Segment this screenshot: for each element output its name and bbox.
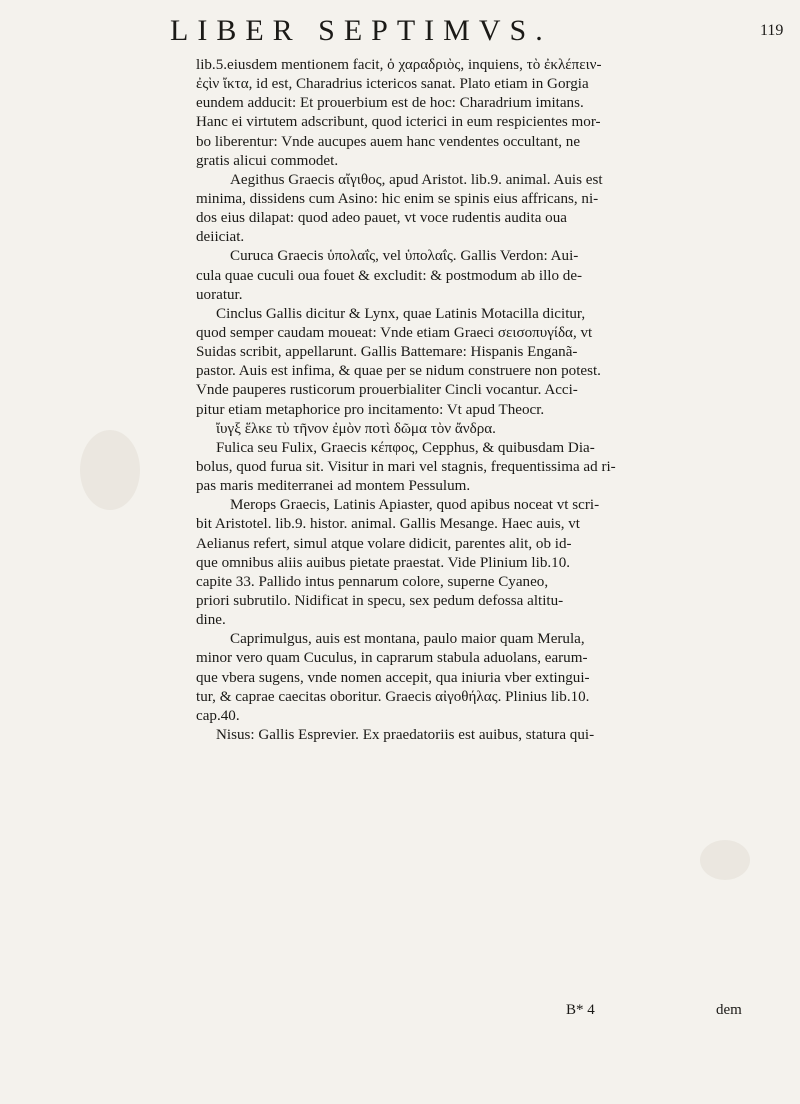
running-title: LIBER SEPTIMVS. (170, 14, 552, 47)
text-line: Aelianus refert, simul atque volare didicit, parentes alit, ob id- (196, 535, 572, 552)
text-line: lib.5.eiusdem mentionem facit, ὁ χαραδριὸς, inquiens, τὸ ἐκλέπειν- (196, 57, 602, 73)
text-line: Curuca Graecis ὑπολαΐς, vel ὑπολαΐς. Gallis Verdon: Aui- (230, 248, 579, 265)
text-line: capite 33. Pallido intus pennarum colore, superne Cyaneo, (196, 573, 549, 590)
text-line: ἴυγξ ἕλκε τὺ τῆνον ἐμὸν ποτὶ δῶμα τὸν ἄνδρα. (216, 420, 496, 437)
text-line: pas maris mediterranei ad montem Pessulum. (196, 478, 471, 495)
text-line: cula quae cuculi oua fouet & excludit: & postmodum ab illo de- (196, 267, 583, 284)
running-header (0, 14, 800, 54)
text-line: Aegithus Graecis αἴγιθος, apud Aristot. lib.9. animal. Auis est (230, 171, 603, 188)
text-line: Vnde pauperes rusticorum prouerbialiter Cincli vocantur. Acci- (196, 382, 578, 399)
text-line: pastor. Auis est infima, & quae per se nidum construere non potest. (196, 363, 601, 380)
paper-stain (80, 430, 140, 510)
text-line: Fulica seu Fulix, Graecis κέπφος, Cepphus, & quibusdam Dia- (216, 439, 595, 456)
text-line: eundem adducit: Et prouerbium est de hoc: Charadrium imitans. (196, 95, 584, 112)
text-line: deiiciat. (196, 229, 245, 246)
text-line: priori subrutilo. Nidificat in specu, sex pedum defossa altitu- (196, 592, 564, 609)
text-line: Merops Graecis, Latinis Apiaster, quod apibus noceat vt scri- (230, 497, 600, 514)
text-line: cap.40. (196, 707, 240, 724)
text-body (196, 56, 788, 745)
catchword: dem (716, 1002, 742, 1018)
text-line: Caprimulgus, auis est montana, paulo maior quam Merula, (230, 631, 585, 648)
text-line: uoratur. (196, 286, 243, 303)
text-line: quod semper caudam moueat: Vnde etiam Graeci σεισοπυγίδα, vt (196, 324, 593, 341)
text-line: Hanc ei virtutem adscribunt, quod icterici in eum respicientes mor- (196, 114, 601, 131)
text-line: pitur etiam metaphorice pro incitamento: Vt apud Theocr. (196, 401, 545, 418)
text-line: minor vero quam Cuculus, in caprarum stabula aduolans, earum- (196, 650, 588, 667)
text-line: tur, & caprae caecitas oboritur. Graecis αἰγοθήλας. Plinius lib.10. (196, 688, 590, 705)
text-line: dine. (196, 612, 226, 629)
text-line: que omnibus aliis auibus pietate praestat. Vide Plinium lib.10. (196, 554, 571, 571)
signature-mark: B* 4 (566, 1002, 595, 1018)
text-line: Nisus: Gallis Esprevier. Ex praedatoriis est auibus, statura qui- (216, 726, 595, 743)
paper-stain (700, 840, 750, 880)
text-line: minima, dissidens cum Asino: hic enim se spinis eius affricans, ni- (196, 190, 599, 207)
text-line: ἐςὶν ἴκτα, id est, Charadrius ictericos sanat. Plato etiam in Gorgia (196, 76, 589, 93)
text-line: bit Aristotel. lib.9. histor. animal. Gallis Mesange. Haec auis, vt (196, 516, 580, 533)
text-line: bolus, quod furua sit. Visitur in mari vel stagnis, frequentissima ad ri- (196, 458, 616, 475)
text-line: que vbera sugens, vnde nomen accepit, qua iniuria vber extingui- (196, 669, 590, 686)
page-number: 119 (760, 22, 784, 39)
text-line: Cinclus Gallis dicitur & Lynx, quae Latinis Motacilla dicitur, (216, 305, 586, 322)
text-line: dos eius dilapat: quod adeo pauet, vt voce rudentis audita oua (196, 210, 567, 227)
text-line: bo liberentur: Vnde aucupes auem hanc vendentes occultant, ne (196, 133, 581, 150)
text-line: gratis alicui commodet. (196, 152, 339, 169)
text-line: Suidas scribit, appellarunt. Gallis Battemare: Hispanis Enganã- (196, 344, 578, 361)
